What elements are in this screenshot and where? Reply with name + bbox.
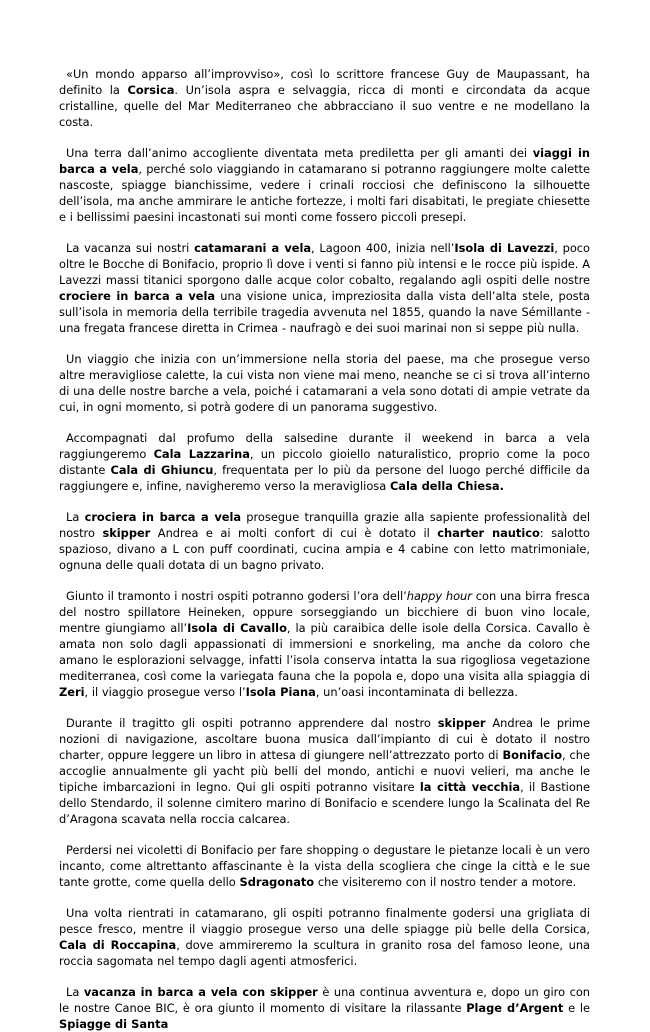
text-run: , che accoglie annualmente gli yacht più belli del mondo, antichi e nuovi velieri, ma anche le tipiche imbarcazioni in legno. Qui gli ospiti potranno visitare xyxy=(59,747,590,795)
text-run: , perché solo viaggiando in catamarano si potranno raggiungere molte calette nascoste, spiagge bianchissime, vedere i crinali rocciosi che definiscono la silhouette dell’isola, ma anche ammirare le antiche fortezze, i molti fari disabitati, le pregiate chiesette e i bellissimi paesini incastonati sui monti come fossero piccoli presepi. xyxy=(59,161,591,225)
bold-run: Plage d’Argent xyxy=(466,1000,564,1015)
paragraph xyxy=(59,905,590,969)
bold-run: Cala della Chiesa. xyxy=(389,479,504,494)
text-run: , poco oltre le Bocche di Bonifacio, proprio lì dove i venti si fanno più intensi e le rocce più ispide. A Lavezzi massi titanici sporgono dalle acque color cobalto, regalando agli ospiti delle nostre xyxy=(59,240,590,288)
text-run: è una continua avventura e, dopo un giro con le nostre Canoe BIC, è ora giunto il momento di visitare la rilassante xyxy=(59,984,590,1015)
paragraph xyxy=(59,351,590,415)
bold-run: skipper xyxy=(102,525,151,540)
text-run: Perdersi nei vicoletti di Bonifacio per fare shopping o degustare le pietanze locali è un vero incanto, come altrettanto affascinante è la vista della scogliera che cinge la città e le sue tante grotte, come quella dello xyxy=(59,842,590,890)
text-run: , frequentata per lo più da persone del luogo perché difficile da raggiungere e, infine, navigheremo verso la meravigliosa xyxy=(59,462,590,494)
paragraph xyxy=(59,715,590,828)
bold-run: Spiagge di Santa xyxy=(59,1016,169,1031)
text-run: , il Bastione dello Stendardo, il solenne cimitero marino di Bonifacio e scendere lungo la Scalinata del Re d’Aragona scavata nella roccia calcarea. xyxy=(59,780,590,827)
bold-run: Isola di Cavallo xyxy=(187,620,287,635)
italic-run: happy hour xyxy=(406,588,472,603)
text-run: , Lagoon 400, inizia nell’ xyxy=(311,240,455,255)
bold-run: Sdragonato xyxy=(239,875,315,890)
bold-run: crociera in barca a vela xyxy=(84,509,242,524)
bold-run: crociere in barca a vela xyxy=(59,289,216,304)
text-run: , la più caraibica delle isole della Corsica. Cavallo è amata non solo dagli appassionati di immersioni e snorkeling, ma anche da coloro che amano le esplorazioni selvagge, infatti l’isola conserva intatta la sua rigogliosa vegetazione mediterranea, così come la variegata fauna che la popola e, dopo una visita alla spiaggia di xyxy=(59,620,591,683)
text-run: , un piccolo gioiello naturalistico, proprio come la poco distante xyxy=(59,446,590,477)
bold-run: viaggi in barca a vela xyxy=(59,145,590,176)
paragraph xyxy=(59,588,590,701)
text-run: Una terra dall’animo accogliente diventata meta prediletta per gli amanti dei xyxy=(66,145,533,160)
text-run: La xyxy=(66,984,84,999)
text-run: Una volta rientrati in catamarano, gli ospiti potranno finalmente godersi una grigliata di pesce fresco, mentre il viaggio prosegue verso una delle spiagge più belle della Corsica, xyxy=(59,905,590,936)
bold-run: Bonifacio xyxy=(502,747,563,762)
text-run: prosegue tranquilla grazie alla sapiente professionalità del nostro xyxy=(59,509,590,540)
bold-run: skipper xyxy=(437,715,486,730)
text-run: e le xyxy=(563,1000,590,1015)
text-run: «Un mondo apparso all’improvviso», così lo scrittore francese Guy de Maupassant, ha definito la xyxy=(59,67,590,98)
paragraph xyxy=(59,509,590,573)
bold-run: Cala di Ghiuncu xyxy=(110,462,214,477)
document-text-body xyxy=(59,66,590,1032)
bold-run: Isola Piana xyxy=(245,685,316,700)
text-run: Giunto il tramonto i nostri ospiti potranno godersi l’ora dell’ xyxy=(66,588,407,603)
bold-run: Cala Lazzarina xyxy=(153,446,250,461)
paragraph xyxy=(59,842,590,890)
text-run: La vacanza sui nostri xyxy=(66,240,195,255)
bold-run: Cala di Roccapina xyxy=(59,937,177,952)
paragraph xyxy=(59,430,590,494)
text-run: una visione unica, impreziosita dalla vista dell’alta stele, posta sull’isola in memoria della terribile tragedia avvenuta nel 1855, quando la nave Sémillante - una fregata francese diretta in Crimea - naufragò e dei suoi marinai non si seppe più nulla. xyxy=(59,289,591,336)
text-run: , un’oasi incontaminata di bellezza. xyxy=(315,685,518,700)
text-run: . Un’isola aspra e selvaggia, ricca di monti e circondata da acque cristalline, quelle del Mar Mediterraneo che abbracciano il suo ventre e ne modellano la costa. xyxy=(59,83,590,130)
text-run: Accompagnati dal profumo della salsedine durante il weekend in barca a vela raggiungeremo xyxy=(59,430,590,461)
text-run: Andrea e ai molti confort di cui è dotato il xyxy=(150,525,438,540)
text-run: Andrea le prime nozioni di navigazione, ascoltare buona musica dall’impianto di cui è dotato il nostro charter, oppure leggere un libro in attesa di giungere nell’attrezzato porto di xyxy=(59,715,590,762)
bold-run: vacanza in barca a vela con skipper xyxy=(83,984,318,999)
text-run: Durante il tragitto gli ospiti potranno apprendere dal nostro xyxy=(66,715,438,730)
bold-run: Zeri xyxy=(59,685,85,700)
text-run: Un viaggio che inizia con un’immersione nella storia del paese, ma che prosegue verso altre meravigliose calette, la cui vista non viene mai meno, neanche se ci si trova all’interno di una delle nostre barche a vela, poiché i catamarani a vela sono dotati di ampie vetrate da cui, in ogni momento, si potrà godere di un panorama suggestivo. xyxy=(59,351,590,415)
paragraph xyxy=(59,145,590,225)
bold-run: charter nautico xyxy=(437,525,540,540)
bold-run: Corsica xyxy=(127,83,175,98)
text-run: La xyxy=(66,509,85,524)
paragraph xyxy=(59,240,590,337)
paragraph xyxy=(59,66,590,130)
bold-run: catamarani a vela xyxy=(194,240,312,255)
bold-run: la città vecchia xyxy=(419,780,521,795)
bold-run: Isola di Lavezzi xyxy=(454,240,555,255)
text-run: , il viaggio prosegue verso l’ xyxy=(84,685,246,700)
text-run: , dove ammireremo la scultura in granito rosa del famoso leone, una roccia sagomata nel tempo dagli agenti atmosferici. xyxy=(59,937,590,968)
text-run: che visiteremo con il nostro tender a motore. xyxy=(314,875,577,890)
text-run: con una birra fresca del nostro spillatore Heineken, oppure sorseggiando un bicchiere di buon vino locale, mentre giungiamo all’ xyxy=(59,588,590,635)
text-run: : salotto spazioso, divano a L con puff coordinati, cucina ampia e 4 cabine con letto matrimoniale, ognuna delle quali dotata di un bagno privato. xyxy=(59,525,590,572)
paragraph xyxy=(59,984,590,1032)
